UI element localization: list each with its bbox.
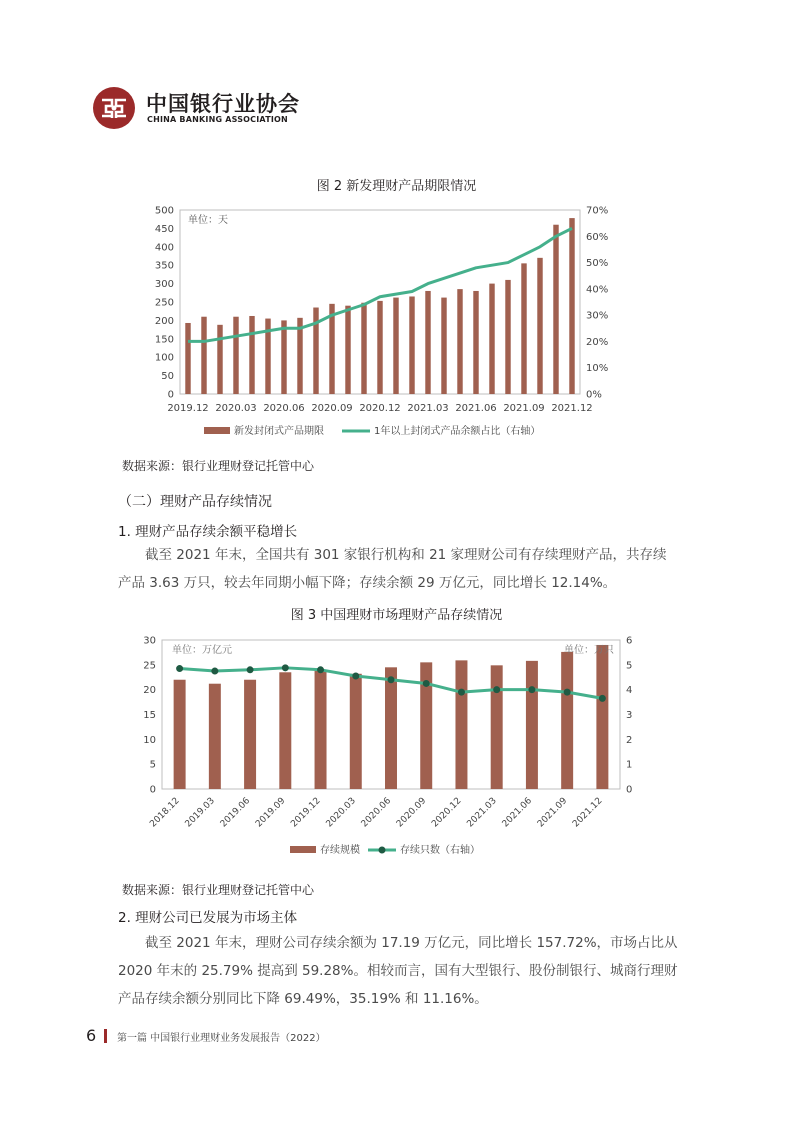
line-point — [211, 668, 218, 675]
x-tick-label: 2019.12 — [289, 796, 323, 830]
y-left-tick-label: 10 — [143, 734, 156, 746]
logo-icon — [92, 86, 136, 130]
y-left-tick-label: 15 — [143, 710, 156, 721]
unit-right-label: 单位：万只 — [564, 645, 614, 656]
bar — [596, 645, 608, 789]
y-left-tick-label: 400 — [154, 242, 174, 254]
x-tick-label: 2020.03 — [324, 796, 358, 830]
y-right-tick-label: 1 — [626, 759, 633, 771]
org-name-en: CHINA BANKING ASSOCIATION — [147, 115, 288, 124]
bar — [315, 671, 327, 789]
figure-3-chart — [120, 628, 640, 868]
figure-2-source: 数据来源：银行业理财登记托管中心 — [122, 459, 315, 473]
bar — [561, 652, 573, 789]
subsection-2-heading: 2. 理财公司已发展为市场主体 — [118, 910, 298, 926]
legend-bar-swatch — [204, 427, 230, 434]
unit-label: 单位：天 — [188, 215, 228, 226]
line-point — [282, 664, 289, 671]
y-left-tick-label: 350 — [154, 260, 174, 272]
x-tick-label: 2021.06 — [500, 796, 535, 830]
bar — [385, 667, 397, 789]
x-tick-label: 2020.09 — [394, 796, 429, 830]
bar — [473, 291, 478, 394]
y-left-tick-label: 25 — [143, 660, 156, 672]
x-tick-label: 2021.03 — [465, 796, 499, 830]
bar — [279, 672, 291, 789]
x-tick-label: 2021.12 — [551, 403, 593, 414]
y-right-tick-label: 0 — [626, 784, 633, 796]
y-right-tick-label: 30% — [586, 310, 609, 322]
line-point — [599, 695, 606, 702]
bar — [209, 684, 221, 789]
y-right-tick-label: 0% — [586, 389, 602, 401]
legend-bar-swatch — [290, 846, 316, 853]
x-tick-label: 2021.12 — [571, 796, 605, 830]
line-point — [423, 680, 430, 687]
bar — [553, 225, 558, 394]
bar — [345, 306, 350, 394]
line-point — [247, 666, 254, 673]
y-left-tick-label: 500 — [154, 205, 174, 217]
bar — [537, 258, 542, 394]
x-tick-label: 2021.09 — [535, 796, 570, 830]
x-tick-label: 2019.09 — [254, 796, 288, 830]
line-point — [458, 689, 465, 696]
y-right-tick-label: 3 — [626, 710, 633, 721]
x-tick-label: 2021.09 — [503, 403, 545, 414]
bar — [233, 317, 238, 394]
x-tick-label: 2020.12 — [359, 403, 401, 414]
y-right-tick-label: 6 — [626, 635, 633, 647]
x-tick-label: 2020.06 — [359, 796, 394, 830]
bar — [217, 325, 222, 394]
y-right-tick-label: 4 — [626, 685, 633, 697]
line-point — [317, 666, 324, 673]
bar — [377, 301, 382, 394]
line-point — [564, 689, 571, 696]
bar — [249, 316, 254, 394]
footer-divider — [104, 1029, 107, 1043]
page-number: 6 — [86, 1026, 97, 1045]
x-tick-label: 2019.06 — [218, 796, 253, 830]
x-tick-label: 2020.06 — [263, 403, 305, 414]
x-tick-label: 2020.03 — [215, 403, 257, 414]
y-left-tick-label: 0 — [149, 784, 156, 796]
footer-text: 第一篇 中国银行业理财业务发展报告（2022） — [117, 1033, 326, 1044]
bar — [489, 284, 494, 394]
bar — [455, 660, 467, 789]
bar — [393, 298, 398, 394]
y-right-tick-label: 20% — [586, 336, 609, 348]
y-right-tick-label: 70% — [586, 205, 609, 217]
bar — [441, 298, 446, 394]
x-tick-label: 2019.12 — [167, 403, 209, 414]
bar — [521, 263, 526, 394]
y-left-tick-label: 100 — [154, 352, 174, 364]
bar — [174, 680, 186, 789]
y-left-tick-label: 200 — [154, 315, 174, 327]
y-left-tick-label: 300 — [154, 279, 174, 291]
y-left-tick-label: 20 — [143, 685, 156, 697]
bar — [350, 674, 362, 789]
bar — [409, 296, 414, 394]
paragraph-2: 截至 2021 年末，理财公司存续余额为 17.19 万亿元，同比增长 157.72%，市场占比从 2020 年末的 25.79% 提高到 59.28%。相较而言，国有大型银行、股份制银行、城商行理财产品存续余额分别同比下降 69.49%，35.19% 和 11.16%。 — [118, 935, 678, 1007]
bar — [505, 280, 510, 394]
bar — [491, 665, 503, 789]
y-right-tick-label: 60% — [586, 231, 609, 243]
figure-3-title: 图 3 中国理财市场理财产品存续情况 — [290, 608, 503, 623]
bar — [244, 680, 256, 789]
line-point — [388, 676, 395, 683]
line-point — [493, 686, 500, 693]
unit-left-label: 单位：万亿元 — [172, 645, 232, 656]
line-point — [176, 665, 183, 672]
y-left-tick-label: 30 — [143, 635, 156, 647]
legend-line-label: 存续只数（右轴） — [400, 845, 480, 856]
line-point — [352, 673, 359, 680]
figure-2-title: 图 2 新发理财产品期限情况 — [316, 179, 477, 194]
bar — [361, 303, 366, 394]
paragraph-1: 截至 2021 年末，全国共有 301 家银行机构和 21 家理财公司有存续理财产品，共存续产品 3.63 万只，较去年同期小幅下降；存续余额 29 万亿元，同比增长 12.14%。 — [118, 547, 667, 591]
subsection-1-heading: 1. 理财产品存续余额平稳增长 — [118, 524, 298, 540]
bar — [457, 289, 462, 394]
y-left-tick-label: 50 — [161, 371, 174, 383]
y-right-tick-label: 5 — [626, 660, 633, 672]
bar — [185, 323, 190, 394]
bar — [569, 218, 574, 394]
x-tick-label: 2021.03 — [407, 403, 449, 414]
y-left-tick-label: 5 — [149, 759, 156, 771]
legend-bar-label: 新发封闭式产品期限 — [234, 426, 324, 437]
figure-2-chart — [130, 198, 630, 448]
y-left-tick-label: 150 — [154, 334, 174, 346]
bar — [201, 317, 206, 394]
legend-line-marker — [379, 847, 386, 854]
bar — [425, 291, 430, 394]
legend-bar-label: 存续规模 — [320, 845, 360, 856]
figure-3-source: 数据来源：银行业理财登记托管中心 — [122, 883, 315, 897]
x-tick-label: 2018.12 — [148, 796, 182, 830]
section-heading: （二）理财产品存续情况 — [118, 494, 272, 510]
y-right-tick-label: 40% — [586, 284, 609, 296]
y-left-tick-label: 450 — [154, 223, 174, 235]
y-right-tick-label: 10% — [586, 363, 609, 375]
x-tick-label: 2019.03 — [183, 796, 217, 830]
legend-line-label: 1年以上封闭式产品余额占比（右轴） — [374, 426, 541, 437]
org-name-cn: 中国银行业协会 — [146, 92, 300, 116]
x-tick-label: 2021.06 — [455, 403, 497, 414]
y-right-tick-label: 2 — [626, 734, 633, 746]
y-left-tick-label: 0 — [167, 389, 174, 401]
x-tick-label: 2020.09 — [311, 403, 353, 414]
y-left-tick-label: 250 — [154, 297, 174, 309]
x-tick-label: 2020.12 — [430, 796, 464, 830]
line-point — [528, 686, 535, 693]
bar — [526, 661, 538, 789]
y-right-tick-label: 50% — [586, 258, 609, 270]
bar — [281, 320, 286, 394]
